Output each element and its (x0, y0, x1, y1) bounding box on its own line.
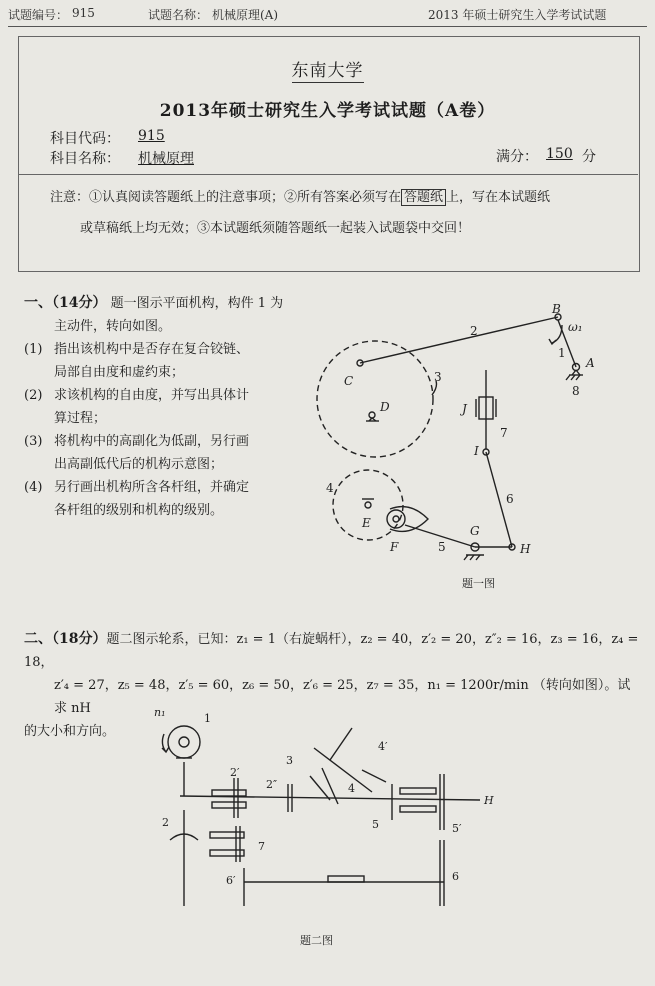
fig1-label-f: F (390, 540, 399, 554)
bearing-lower-mid (328, 876, 364, 882)
notice (50, 182, 620, 244)
fig1-label-j: J (462, 402, 467, 416)
header-rule (8, 26, 647, 27)
figure-2 (140, 700, 520, 930)
q1-item-body (54, 338, 249, 384)
exam-code-value: 915 (72, 6, 95, 20)
worm-1 (168, 726, 200, 758)
fig2-label-5: 5 (372, 818, 379, 831)
fig1-label-3: 3 (434, 370, 442, 384)
q1-item-line1: 指出该机构中是否存在复合铰链、 (54, 342, 250, 357)
gear-3 (317, 341, 433, 457)
q2-line1: 题二图示轮系，已知：z₁ = 1（右旋蜗杆），z₂ = 40，z′₂ = 20，z″₂ = 16，z₃ = 16，z₄ = 18， (24, 632, 639, 670)
exam-name-label: 试题名称： (148, 8, 209, 22)
carrier-arm (330, 728, 352, 760)
fig2-label-n1: n₁ (154, 706, 166, 719)
exam-title: 2013年硕士研究生入学考试试题（A卷） (159, 101, 496, 121)
q1-item-line1: 求该机构的自由度，并写出具体计 (54, 388, 250, 403)
q1-stem-2: 主动件，转向如图。 (54, 319, 172, 334)
fig1-label-b: B (552, 302, 561, 316)
fig1-label-d: D (380, 400, 390, 414)
q1-item-line1: 另行画出机构所含各杆组，并确定 (54, 480, 250, 495)
q2-number: 二、 (24, 631, 52, 647)
fig2-label-6: 6 (452, 870, 459, 883)
score-unit: 分 (582, 149, 596, 165)
pivot-d (369, 412, 375, 418)
subject-code: 915 (138, 128, 165, 144)
fig2-label-7: 7 (258, 840, 265, 853)
fig1-label-8: 8 (572, 384, 580, 398)
fig2-label-6prime: 6′ (226, 874, 236, 887)
score-value: 150 (546, 146, 573, 162)
q1-item-number: (2) (24, 388, 43, 403)
q1-item-number: (1) (24, 342, 43, 357)
fig1-label-c: C (344, 374, 354, 388)
bearing-lower-1 (212, 802, 246, 808)
q1-item-line2: 局部自由度和虚约束； (54, 365, 185, 380)
fig2-label-4: 4 (348, 782, 355, 795)
exam-code-label: 试题编号： (8, 8, 69, 22)
header-right-title: 2013 年硕士研究生入学考试试题 (428, 8, 607, 22)
bearing-left-4 (210, 850, 244, 856)
fig2-label-2: 2 (162, 816, 169, 829)
score-label: 满分： (496, 149, 538, 165)
fig1-label-a: A (586, 356, 595, 370)
fig1-label-g: G (470, 524, 480, 538)
fig1-label-5: 5 (438, 540, 446, 554)
q1-item (24, 476, 324, 522)
pivot-e (365, 502, 371, 508)
q1-item-line1: 将机构中的高副化为低副，另行画 (54, 434, 250, 449)
q1-item-line2: 出高副低代后的机构示意图； (54, 457, 224, 472)
university-name: 东南大学 (291, 61, 364, 81)
fig2-label-h: H (484, 794, 494, 807)
q1-item-body (54, 430, 249, 476)
notice-answer-sheet-box: 答题纸 (401, 189, 446, 206)
exam-name-value: 机械原理(A) (212, 8, 279, 22)
fig2-label-1: 1 (204, 712, 211, 725)
fig1-label-omega1: ω₁ (568, 320, 583, 334)
fig1-label-h: H (520, 542, 531, 556)
fig2-label-4prime: 4′ (378, 740, 388, 753)
fig2-label-3: 3 (286, 754, 293, 767)
fig1-label-1: 1 (558, 346, 566, 360)
link-2 (360, 317, 558, 363)
fig1-label-e: E (362, 516, 371, 530)
q2-line3: 的大小和方向。 (24, 724, 116, 739)
bearing-lower-2 (400, 806, 436, 812)
bearing-upper-2 (400, 788, 436, 794)
fig2-label-2prime: 2′ (230, 766, 240, 779)
q1-item-number: (4) (24, 480, 43, 495)
q1-item (24, 384, 324, 430)
fig2-label-5prime: 5′ (452, 822, 462, 835)
figure-1-caption: 题一图 (462, 577, 495, 590)
q1-item-body (54, 476, 249, 522)
q1-item-body (54, 384, 249, 430)
q1-item-number: (3) (24, 434, 43, 449)
question-1 (24, 292, 324, 522)
figure-1 (300, 295, 640, 595)
figure-2-caption: 题二图 (300, 934, 333, 947)
q1-number: 一、 (24, 295, 52, 311)
notice-line1b: 上，写在本试题纸 (446, 190, 551, 205)
notice-line1a: 注意：①认真阅读答题纸上的注意事项；②所有答案必须写在 (50, 190, 402, 205)
fig1-label-4: 4 (326, 481, 334, 495)
fig2-label-2doubleprime: 2″ (266, 778, 278, 791)
fig1-label-i: I (474, 444, 479, 458)
bearing-upper-1 (212, 790, 246, 796)
q1-items (24, 338, 324, 522)
q1-stem-1: 题一图示平面机构，构件 1 为 (110, 296, 284, 311)
notice-line2: 或草稿纸上均无效；③本试题纸须随答题纸一起装入试题袋中交回！ (80, 221, 471, 236)
q2-points: （18分） (52, 631, 107, 647)
q1-item (24, 338, 324, 384)
notice-divider (18, 174, 638, 175)
fig1-label-6: 6 (506, 492, 514, 506)
subject-name: 机械原理 (138, 151, 194, 167)
fig1-label-7: 7 (500, 426, 508, 440)
q1-item-line2: 各杆组的级别和机构的级别。 (54, 503, 224, 518)
q1-item-line2: 算过程； (54, 411, 107, 426)
q1-item (24, 430, 324, 476)
q1-points: （14分） (52, 295, 107, 311)
fig1-label-2: 2 (470, 324, 478, 338)
subject-name-label: 科目名称： (50, 151, 120, 167)
subject-code-label: 科目代码： (50, 131, 120, 147)
bearing-left-3 (210, 832, 244, 838)
q2-line2: z′₄ = 27，z₅ = 48，z′₅ = 60，z₆ = 50，z′₆ = 25，z₇ = 35，n₁ = 1200r/min （转向如图）。试求 nH (54, 678, 631, 716)
